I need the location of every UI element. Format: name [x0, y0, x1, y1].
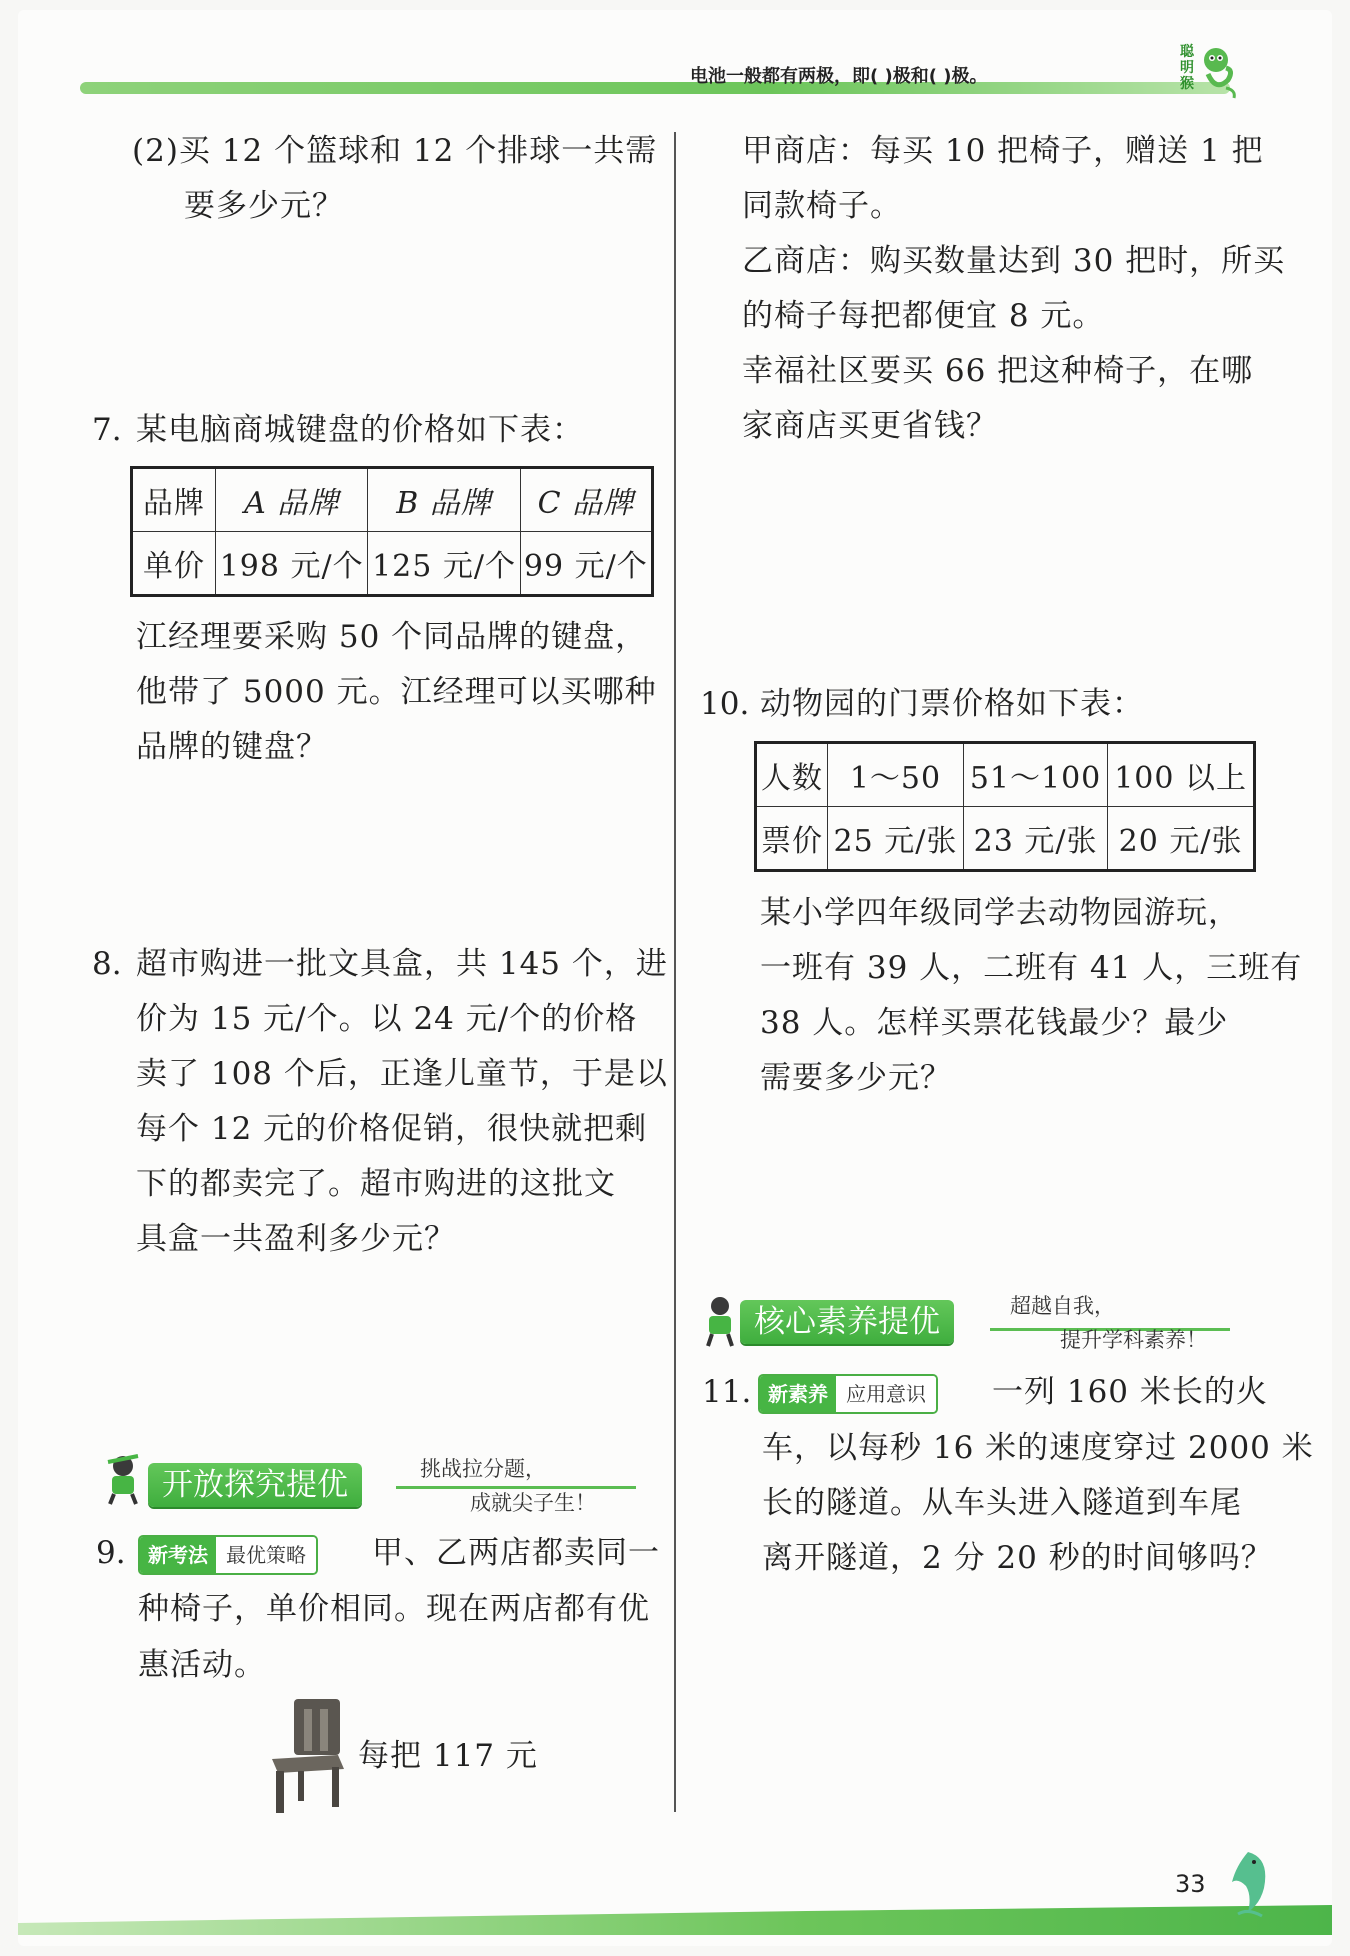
q8-body-line2: 价为 15 元/个。以 24 元/个的价格: [136, 1001, 638, 1037]
q10-body-line3: 38 人。怎样买票花钱最少？最少: [760, 1005, 1229, 1041]
q9-body-line1: 种椅子，单价相同。现在两店都有优: [138, 1591, 650, 1627]
q9-number: 9.: [96, 1535, 126, 1571]
banner-slogan-line2: 成就尖子生！: [470, 1491, 596, 1515]
table-cell: 51～100: [963, 743, 1107, 807]
table-cell: 票价: [756, 807, 828, 871]
q11-first-line: 一列 160 米长的火: [992, 1374, 1268, 1410]
q7-body-line2: 他带了 5000 元。江经理可以买哪种: [136, 674, 657, 710]
table-cell: 23 元/张: [963, 807, 1107, 871]
q9-first-line: 甲、乙两店都卖同一: [372, 1535, 660, 1571]
page-number: 33: [1175, 1870, 1206, 1898]
q7-number: 7.: [92, 412, 122, 448]
table-cell: 25 元/张: [828, 807, 964, 871]
tag-secondary: 应用意识: [836, 1376, 936, 1412]
q11-body-line2: 长的隧道。从车头进入隧道到车尾: [762, 1485, 1242, 1521]
table-row: [756, 743, 1255, 807]
q9-cont-line5: 幸福社区要买 66 把这种椅子，在哪: [742, 353, 1254, 389]
table-cell: 198 元/个: [216, 532, 368, 596]
q9-cont-line3: 乙商店：购买数量达到 30 把时，所买: [742, 243, 1286, 279]
q10-body-line1: 某小学四年级同学去动物园游玩，: [760, 895, 1240, 931]
q9-cont-line6: 家商店买更省钱？: [742, 408, 998, 444]
banner-slogan-line1: 超越自我，: [1010, 1294, 1115, 1318]
student-mascot-icon: [98, 1452, 148, 1506]
header-bar: [80, 82, 1230, 94]
section-banner-open: 开放探究提优: [148, 1463, 362, 1507]
tag-primary: 新考法: [140, 1537, 216, 1573]
q9-body-line2: 惠活动。: [138, 1647, 266, 1683]
q7-intro: 某电脑商城键盘的价格如下表：: [136, 412, 584, 448]
q8-body-line1: 超市购进一批文具盒，共 145 个，进: [136, 946, 668, 982]
tag-primary: 新素养: [760, 1376, 836, 1412]
section-banner-core: 核心素养提优: [740, 1300, 954, 1344]
table-cell: 100 以上: [1108, 743, 1255, 807]
table-cell: 1～50: [828, 743, 964, 807]
q6-part2-line2: 要多少元？: [184, 188, 344, 224]
table-row: [756, 807, 1255, 871]
q7-body-line1: 江经理要采购 50 个同品牌的键盘，: [136, 619, 648, 655]
table-cell: A 品牌: [216, 468, 368, 532]
table-row: [132, 468, 653, 532]
table-cell: 125 元/个: [368, 532, 520, 596]
student-mascot-icon: [700, 1294, 740, 1348]
header-tip: 电池一般都有两极，即( )极和( )极。: [690, 66, 988, 87]
table-cell: 99 元/个: [520, 532, 652, 596]
q8-number: 8.: [92, 946, 122, 982]
chair-price-label: 每把 117 元: [358, 1738, 538, 1774]
q8-body-line4: 每个 12 元的价格促销，很快就把剩: [136, 1111, 648, 1147]
mascot-label: 聪明猴: [1180, 44, 1194, 92]
q6-part2-line1: (2)买 12 个篮球和 12 个排球一共需: [132, 133, 658, 169]
table-cell: 品牌: [132, 468, 216, 532]
q10-number: 10.: [700, 686, 750, 722]
table-cell: 人数: [756, 743, 828, 807]
q11-number: 11.: [702, 1374, 752, 1410]
zoo-ticket-table: [754, 741, 1256, 872]
q9-cont-line4: 的椅子每把都便宜 8 元。: [742, 298, 1105, 334]
q8-body-line6: 具盒一共盈利多少元？: [136, 1221, 456, 1257]
q8-body-line3: 卖了 108 个后，正逢儿童节，于是以: [136, 1056, 668, 1092]
q11-body-line1: 车，以每秒 16 米的速度穿过 2000 米: [762, 1430, 1314, 1466]
q7-body-line3: 品牌的键盘？: [136, 729, 328, 765]
table-cell: B 品牌: [368, 468, 520, 532]
banner-slogan-line1: 挑战拉分题，: [420, 1457, 546, 1481]
q8-body-line5: 下的都卖完了。超市购进的这批文: [136, 1166, 616, 1202]
q9-cont-line2: 同款椅子。: [742, 188, 902, 224]
table-cell: 单价: [132, 532, 216, 596]
q10-body-line4: 需要多少元？: [760, 1060, 952, 1096]
column-divider: [674, 132, 676, 1812]
dolphin-icon: [1218, 1848, 1278, 1922]
table-cell: 20 元/张: [1108, 807, 1255, 871]
keyboard-price-table: [130, 466, 654, 597]
q10-intro: 动物园的门票价格如下表：: [760, 686, 1144, 722]
q9-cont-line1: 甲商店：每买 10 把椅子，赠送 1 把: [742, 133, 1264, 169]
chair-icon: [268, 1697, 348, 1815]
banner-slogan-line2: 提升学科素养！: [1060, 1328, 1207, 1352]
q11-tag: [758, 1374, 938, 1414]
table-row: [132, 532, 653, 596]
table-cell: C 品牌: [520, 468, 652, 532]
q10-body-line2: 一班有 39 人，二班有 41 人，三班有: [760, 950, 1303, 986]
tag-secondary: 最优策略: [216, 1537, 316, 1573]
q11-body-line3: 离开隧道，2 分 20 秒的时间够吗？: [762, 1540, 1273, 1576]
q9-tag: [138, 1535, 318, 1575]
